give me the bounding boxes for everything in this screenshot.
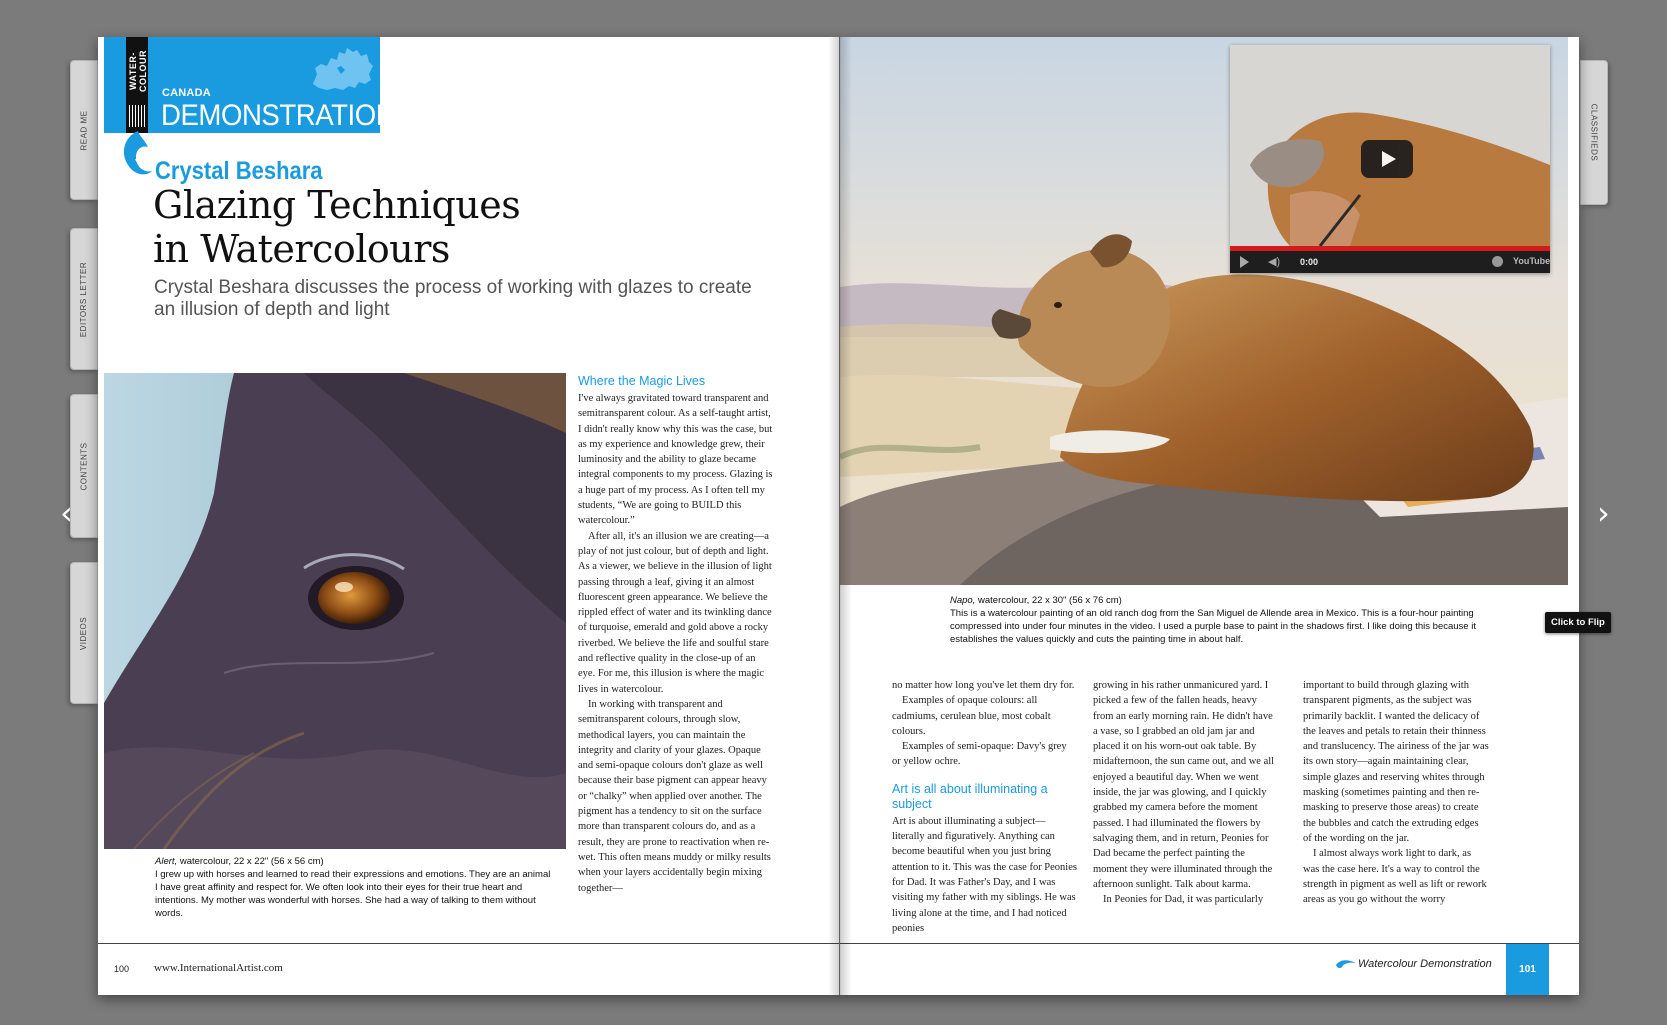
video-player[interactable] (1230, 45, 1550, 273)
footer-url[interactable]: www.InternationalArtist.com (154, 962, 283, 974)
masthead (104, 37, 396, 133)
chevron-right-icon[interactable]: › (1597, 494, 1610, 532)
side-tab-classifieds[interactable] (1580, 60, 1608, 205)
video-time: 0:00 (1300, 257, 1319, 267)
info-icon[interactable] (1492, 256, 1503, 267)
title-line-2: in Watercolours (153, 227, 450, 271)
author-name: Crystal Beshara (155, 157, 323, 185)
paragraph: In Peonies for Dad, it was particularly (1103, 894, 1264, 906)
volume-icon[interactable]: ◀) (1268, 256, 1281, 268)
title-line-1: Glazing Techniques (153, 183, 521, 227)
play-icon[interactable] (1361, 140, 1413, 178)
horse-painting-image (104, 373, 566, 849)
page-number-right: 101 (1506, 944, 1549, 995)
side-tab-read-me[interactable] (70, 60, 98, 200)
section-heading: Art is all about illuminating a subject (892, 781, 1048, 811)
paragraph: In working with transparent and semitransparent colours, through slow, methodical layers, you can maintain the integrity and clarity of your glazes. Opaque and semi-opaque colours don't glaze as well because their base pigment can appear heavy or “chalky” when applied over another. The pigment has a tendency to sit on the surface more than transparent colours do, and as a result, they are prone to reactivation when re-wet. This often means muddy or milky results when your layers accidentally begin mixing together— (578, 698, 771, 894)
page-number-left: 100 (114, 964, 130, 974)
video-controls (1230, 251, 1550, 273)
paragraph: no matter how long you've let them dry for. (892, 680, 1075, 691)
article-column-2 (892, 678, 1077, 936)
article-column-3 (1093, 678, 1278, 907)
footer-divider (840, 943, 1579, 944)
side-tab-editors-letter[interactable] (70, 228, 98, 370)
barcode-icon (129, 105, 145, 127)
right-page[interactable] (840, 37, 1579, 995)
caption-meta: watercolour, 22 x 30" (56 x 76 cm) (978, 595, 1122, 606)
paragraph: I've always gravitated toward transparent and semitransparent colour. As a self-taught artist, I didn't really know why this was the case, but as my experience and knowledge grew, their luminosity and the ability to glaze became integral components to my process. Glazing is a huge part of my process. As I often tell my students, “We are going to BUILD this watercolour.” (578, 393, 773, 527)
side-tab-label: VIDEOS (79, 616, 89, 650)
masthead-section: DEMONSTRATION (161, 99, 396, 132)
chevron-left-icon[interactable]: ‹ (60, 494, 73, 532)
caption-title: Napo, (950, 595, 976, 606)
paragraph: Examples of opaque colours: all cadmiums, cerulean blue, most cobalt colours. (892, 695, 1051, 737)
swirl-logo-icon (1334, 957, 1358, 971)
left-page[interactable] (98, 37, 839, 995)
youtube-logo[interactable]: YouTube (1513, 256, 1550, 266)
caption-text: I grew up with horses and learned to read their expressions and emotions. They are an animal I have great affinity and respect for. We often look into their eyes for their true heart and intentions. My mother was wonderful with horses. She had a way of talking to them without words. (155, 869, 551, 919)
side-tab-label: EDITORS LETTER (79, 261, 89, 337)
masthead-country: CANADA (162, 87, 211, 99)
article-title (153, 183, 520, 271)
horse-caption (155, 855, 555, 920)
article-subtitle: Crystal Beshara discusses the process of working with glazes to create an illusion of depth and light (154, 277, 752, 320)
footer-section-title: Watercolour Demonstration (1358, 958, 1492, 970)
caption-text: This is a watercolour painting of an old ranch dog from the San Miguel de Allende area in Mexico. This is a four-hour painting compressed into under four minutes in the video. I used a purple base to paint in the shadows first. I like doing this because it establishes the values quickly and cuts the painting time in about half. (950, 608, 1476, 645)
barcode-strip (126, 37, 148, 133)
section-heading: Where the Magic Lives (578, 374, 706, 388)
side-tab-videos[interactable] (70, 562, 98, 704)
dog-caption (950, 594, 1490, 646)
caption-title: Alert, (155, 856, 178, 867)
play-icon[interactable] (1240, 256, 1249, 268)
article-column-1 (578, 374, 775, 896)
paragraph: After all, it's an illusion we are creating—a play of not just colour, but of depth and light. As a viewer, we believe in the illusion of light passing through a leaf, giving it an almost fluorescent green appearance. We believe the rippled effect of water and its twinkling dance of turquoise, emerald and gold above a rocky riverbed. We believe the life and soulful stare and reflective quality in the close-up of an eye. For me, this illusion is where the magic lives in watercolour. (578, 530, 772, 695)
masthead-vertical-label: WATER-COLOUR (128, 50, 148, 92)
flip-tooltip: Click to Flip (1545, 612, 1611, 633)
paragraph: Examples of semi-opaque: Davy's grey or yellow ochre. (892, 741, 1067, 768)
side-tab-contents[interactable] (70, 394, 98, 538)
swirl-logo-icon (116, 127, 156, 183)
footer-divider (98, 943, 839, 944)
article-column-4 (1303, 678, 1489, 907)
paragraph: important to build through glazing with transparent pigments, as the subject was primarily backlit. I wanted the delicacy of the leaves and petals to retain their thinness and translucency. The airiness of the jar was its own story—again maintaining clear, simple glazes and reserving whites through masking (sometimes painting and then re-masking to preserve those areas) to create the bubbles and catch the extruding edges of the wording on the jar. (1303, 680, 1489, 844)
side-tab-label: CLASSIFIEDS (1589, 103, 1599, 162)
canada-map-icon (307, 44, 377, 100)
magazine-spread[interactable] (98, 37, 1579, 995)
caption-meta: watercolour, 22 x 22" (56 x 56 cm) (179, 856, 324, 867)
side-tab-label: READ ME (79, 110, 89, 150)
side-tab-label: CONTENTS (79, 442, 89, 490)
paragraph: Art is about illuminating a subject—literally and figuratively. Anything can become beautiful when you just bring attention to it. This was the case for Peonies for Dad. It was Father's Day, and I was visiting my father with my siblings. He was living alone at the time, and I had noticed peonies (892, 815, 1077, 934)
paragraph: growing in his rather unmanicured yard. I picked a few of the fallen heads, heavy from an early morning rain. He didn't have a vase, so I grabbed an old jam jar and placed it on his worn-out oak table. By midafternoon, the sun came out, and we all enjoyed a beautiful day. When we went inside, the jar was glowing, and I quickly grabbed my camera before the moment passed. I had illuminated the flowers by salvaging them, and in return, Peonies for Dad became the perfect painting the moment they were illuminated through the afternoon sunlight. Talk about karma. (1093, 680, 1275, 890)
paragraph: I almost always work light to dark, as was the case here. It's a way to control the strength in pigment as well as lift or rework areas as you go without the worry (1303, 848, 1487, 906)
